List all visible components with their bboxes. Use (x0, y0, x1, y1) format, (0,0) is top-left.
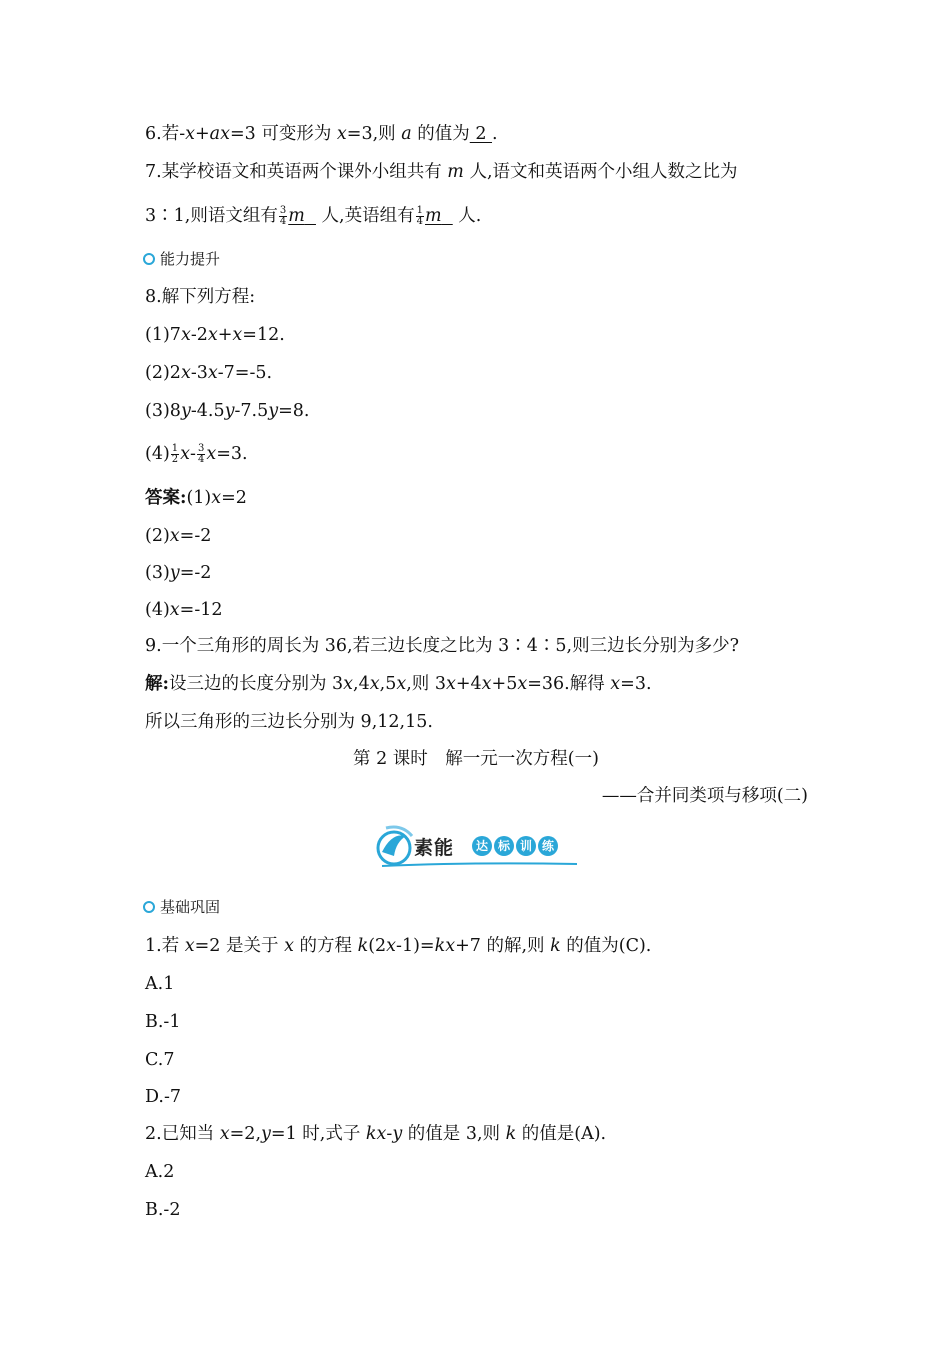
lesson-subtitle: ——合并同类项与移项(二) (601, 786, 808, 806)
question-1: 1.若 x=2 是关于 x 的方程 k(2x-1)=kx+7 的解,则 k 的值为(C). (145, 936, 652, 956)
question-7-line-2: 3∶1,则语文组有 $\frac{3}{4}$ m 人,英语组有 $\frac{1}{4}$ m 人. (145, 205, 482, 227)
question-8-part-2: (2)2x-3x-7=-5. (145, 363, 273, 383)
question-8-head: 8.解下列方程: (145, 287, 256, 307)
fraction: $\frac{3}{4}$ (279, 205, 287, 227)
solution-label: 解: (145, 674, 169, 694)
circle-bullet-icon (143, 253, 155, 265)
fraction: $\frac{1}{2}$ (171, 443, 179, 465)
banner-pills (472, 836, 560, 856)
answer-8-part-4: (4)x=-12 (145, 600, 223, 620)
answer-label: 答案: (145, 488, 187, 508)
answer-8-part-3: (3)y=-2 (145, 563, 212, 583)
question-2-option-a: A.2 (145, 1162, 175, 1182)
fraction: $\frac{1}{4}$ (416, 205, 423, 227)
question-8-part-1: (1)7x-2x+x=12. (145, 325, 285, 345)
question-1-option-b: B.-1 (145, 1012, 181, 1032)
banner-pill: 练 (538, 836, 558, 856)
fraction: $\frac{3}{4}$ (197, 443, 205, 465)
question-2-option-b: B.-2 (145, 1200, 181, 1220)
answer-8-part-2: (2)x=-2 (145, 526, 212, 546)
question-9-solution: 解:设三边的长度分别为 3x,4x,5x,则 3x+4x+5x=36.解得 x=3. (145, 674, 652, 694)
question-1-option-d: D.-7 (145, 1087, 182, 1107)
question-1-option-a: A.1 (145, 974, 175, 994)
question-8-part-3: (3)8y-4.5y-7.5y=8. (145, 401, 310, 421)
question-9-conclusion: 所以三角形的三边长分别为 9,12,15. (145, 712, 433, 732)
answer-blank: 2 (469, 124, 493, 144)
section-heading-ability: 能力提升 (143, 249, 220, 269)
question-7-line-1: 7.某学校语文和英语两个课外小组共有 m 人,语文和英语两个小组人数之比为 (145, 162, 738, 182)
question-1-option-c: C.7 (145, 1050, 175, 1070)
banner-pill: 训 (516, 836, 536, 856)
question-8-part-4: (4) $\frac{1}{2}$ x- $\frac{3}{4}$ x=3. (145, 443, 248, 465)
lesson-title: 第 2 课时 解一元一次方程(一) (353, 749, 599, 769)
banner-pill: 标 (494, 836, 514, 856)
banner-pill: 达 (472, 836, 492, 856)
section-banner (372, 822, 582, 870)
circle-bullet-icon (143, 901, 155, 913)
question-2: 2.已知当 x=2,y=1 时,式子 kx-y 的值是 3,则 k 的值是(A). (145, 1124, 607, 1144)
question-6: 6.若-x+ax=3 可变形为 x=3,则 a 的值为 2 . (145, 124, 498, 144)
banner-title: 素能 (414, 837, 455, 859)
question-9: 9.一个三角形的周长为 36,若三边长度之比为 3∶4∶5,则三边长分别为多少? (145, 636, 739, 656)
section-heading-basics: 基础巩固 (143, 897, 220, 917)
answer-blank: $\frac{1}{4}$ m (416, 205, 442, 227)
answer-blank: $\frac{3}{4}$ m (279, 205, 305, 227)
answer-8-part-1: 答案:(1)x=2 (145, 488, 247, 508)
